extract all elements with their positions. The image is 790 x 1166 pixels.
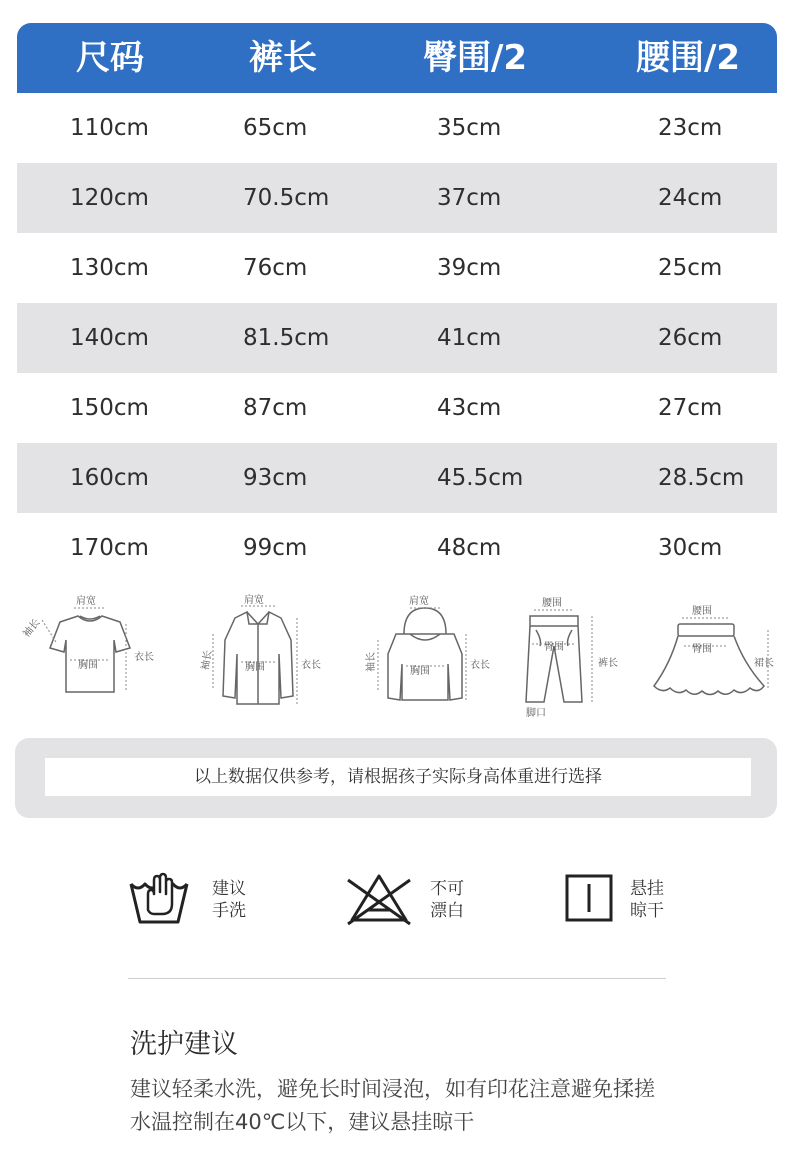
- cell-pants-length: 93cm: [243, 465, 308, 491]
- jacket-chest-label: 胸围: [245, 662, 265, 673]
- cell-hip: 45.5cm: [437, 465, 524, 491]
- size-table: [17, 23, 777, 583]
- care-hand-wash-line2: 手洗: [212, 901, 246, 921]
- table-row: [17, 233, 777, 303]
- care-no-bleach-line1: 不可: [430, 879, 464, 899]
- hoodie-sleeve-label: 袖长: [366, 652, 377, 672]
- hang-dry-icon: [564, 870, 614, 926]
- notice-text: 以上数据仅供参考，请根据孩子实际身高体重进行选择: [45, 758, 751, 796]
- garment-diagrams: [0, 594, 790, 724]
- jacket-shoulder-label: 肩宽: [244, 595, 264, 606]
- header-size: 尺码: [76, 38, 144, 78]
- pants-waist-label: 腰围: [542, 598, 562, 609]
- cell-pants-length: 70.5cm: [243, 185, 330, 211]
- wash-advice-line-2: 水温控制在40℃以下，建议悬挂晾干: [130, 1110, 475, 1134]
- care-hang-dry-line1: 悬挂: [630, 879, 664, 899]
- care-item-hang-dry: [564, 870, 694, 930]
- cell-pants-length: 65cm: [243, 115, 308, 141]
- skirt-hip-label: 臀围: [692, 644, 712, 655]
- cell-pants-length: 76cm: [243, 255, 308, 281]
- cell-hip: 35cm: [437, 115, 502, 141]
- wash-advice-title: 洗护建议: [130, 1029, 238, 1060]
- table-row: [17, 373, 777, 443]
- skirt-diagram: [640, 594, 785, 714]
- cell-hip: 37cm: [437, 185, 502, 211]
- cell-waist: 27cm: [658, 395, 723, 421]
- cell-size: 160cm: [70, 465, 149, 491]
- tshirt-length-label: 衣长: [134, 652, 154, 663]
- cell-size: 140cm: [70, 325, 149, 351]
- cell-pants-length: 81.5cm: [243, 325, 330, 351]
- table-row: [17, 303, 777, 373]
- no-bleach-icon: [346, 870, 412, 926]
- table-body: [17, 93, 777, 583]
- care-hang-dry-line2: 晾干: [630, 901, 664, 921]
- header-pants-length: 裤长: [249, 38, 317, 78]
- pants-diagram: [514, 594, 634, 722]
- cell-waist: 28.5cm: [658, 465, 745, 491]
- care-no-bleach-line2: 漂白: [430, 901, 464, 921]
- table-row: [17, 513, 777, 583]
- wash-advice-line-1: 建议轻柔水洗，避免长时间浸泡，如有印花注意避免揉搓: [130, 1077, 655, 1101]
- pants-length-label: 裤长: [598, 658, 618, 669]
- cell-hip: 43cm: [437, 395, 502, 421]
- cell-waist: 30cm: [658, 535, 723, 561]
- hand-wash-icon: [128, 870, 190, 926]
- pants-hip-label: 臀围: [544, 642, 564, 653]
- cell-size: 130cm: [70, 255, 149, 281]
- cell-hip: 39cm: [437, 255, 502, 281]
- jacket-length-label: 衣长: [301, 660, 321, 671]
- tshirt-chest-label: 胸围: [78, 660, 98, 671]
- hoodie-length-label: 衣长: [470, 660, 490, 671]
- skirt-length-label: 裙长: [754, 658, 774, 669]
- pants-hem-label: 脚口: [526, 708, 546, 719]
- cell-size: 150cm: [70, 395, 149, 421]
- table-row: [17, 93, 777, 163]
- hoodie-chest-label: 胸围: [410, 666, 430, 677]
- table-row: [17, 163, 777, 233]
- tshirt-shoulder-label: 肩宽: [76, 596, 96, 607]
- cell-size: 110cm: [70, 115, 149, 141]
- cell-waist: 24cm: [658, 185, 723, 211]
- hoodie-shoulder-label: 肩宽: [409, 596, 429, 607]
- skirt-waist-label: 腰围: [692, 606, 712, 617]
- header-hip: 臀围/2: [423, 38, 528, 78]
- cell-waist: 26cm: [658, 325, 723, 351]
- cell-waist: 25cm: [658, 255, 723, 281]
- cell-hip: 48cm: [437, 535, 502, 561]
- tshirt-sleeve-label: 袖长: [21, 617, 43, 640]
- care-item-no-bleach: [346, 870, 476, 930]
- cell-pants-length: 87cm: [243, 395, 308, 421]
- cell-hip: 41cm: [437, 325, 502, 351]
- cell-size: 170cm: [70, 535, 149, 561]
- header-waist: 腰围/2: [636, 38, 741, 78]
- table-row: [17, 443, 777, 513]
- cell-waist: 23cm: [658, 115, 723, 141]
- notice-box: [15, 738, 777, 818]
- tshirt-diagram: [18, 594, 163, 714]
- jacket-sleeve-label: 袖长: [200, 649, 215, 672]
- cell-size: 120cm: [70, 185, 149, 211]
- section-divider: [128, 978, 666, 979]
- jacket-diagram: [185, 594, 330, 714]
- cell-pants-length: 99cm: [243, 535, 308, 561]
- care-hand-wash-line1: 建议: [212, 879, 246, 899]
- care-item-hand-wash: [128, 870, 258, 930]
- hoodie-diagram: [352, 594, 497, 714]
